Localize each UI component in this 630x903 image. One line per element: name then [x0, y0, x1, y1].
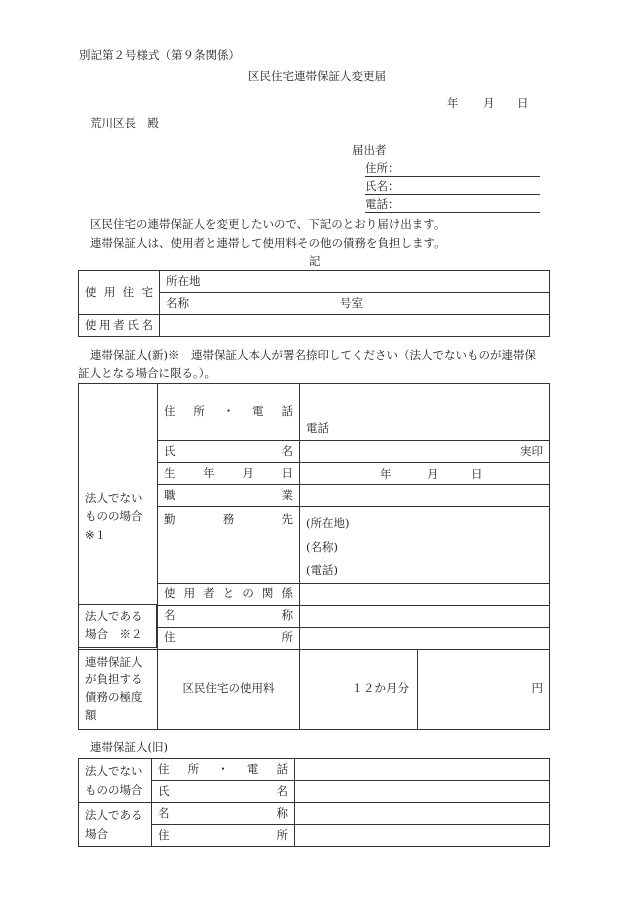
workplace-label-cell: 勤 務 先: [158, 507, 300, 584]
birth-cell[interactable]: [300, 463, 550, 485]
months-cell: １２か月分: [300, 649, 418, 729]
workplace-phone-label: (電話): [306, 563, 338, 578]
workplace-cell[interactable]: [300, 507, 550, 584]
notifier-address-label: 住所：: [365, 161, 400, 175]
notifier-phone-label: 電話：: [365, 197, 400, 211]
job-label-cell: 職 業: [158, 485, 300, 507]
old-address-phone-label-cell: 住 所 ・ 電 話: [152, 759, 295, 781]
intro-text-2: 連帯保証人は、使用者と連帯して使用料その他の債務を負担します。: [90, 236, 446, 250]
housing-location-cell[interactable]: [160, 271, 550, 293]
corp-address-cell[interactable]: [300, 627, 550, 649]
new-guarantor-note: 連帯保証人(新)※ 連帯保証人本人が署名捺印してください（法人でないものが連帯保: [90, 348, 536, 362]
housing-label-cell: 使 用 住 宅: [79, 271, 160, 315]
birth-year-label: 年: [380, 466, 392, 481]
addressee: 荒川区長 殿: [90, 116, 159, 130]
notifier-phone-field[interactable]: [365, 198, 540, 213]
old-guarantor-table: [78, 758, 550, 847]
notifier-name-field[interactable]: [365, 180, 540, 195]
old-corp-label-cell: 法人である 場合: [79, 803, 152, 847]
new-guarantor-table: [78, 383, 550, 730]
new-guarantor-note-2: 証人となる場合に限る。）。: [78, 366, 216, 380]
form-number: 別記第２号様式（第９条関係）: [79, 48, 240, 62]
old-corp-address-cell[interactable]: [295, 825, 550, 847]
housing-room-label: 号室: [340, 295, 363, 310]
page-title: 区民住宅連帯保証人変更届: [248, 69, 386, 83]
birth-label-cell: 生 年 月 日: [158, 463, 300, 485]
date-day-label: 日: [517, 96, 529, 110]
relation-label-cell: 使 用 者 と の 関 係: [158, 583, 300, 605]
housing-location-label: 所在地: [166, 273, 201, 288]
old-name-cell[interactable]: [295, 781, 550, 803]
ki-heading: 記: [309, 254, 321, 268]
workplace-location-label: (所在地): [306, 516, 350, 530]
housing-name-label: 名称: [166, 295, 189, 310]
date-month-label: 月: [483, 96, 495, 110]
old-guarantor-label: 連帯保証人(旧): [90, 740, 168, 754]
workplace-name-label: (名称): [306, 539, 338, 554]
notifier-address-field[interactable]: [365, 162, 540, 177]
address-phone-cell[interactable]: [300, 384, 550, 441]
birth-day-label: 日: [471, 466, 483, 481]
old-individual-label-cell: 法人でない ものの場合: [79, 759, 152, 803]
individual-label-cell: 法人でない ものの場合 ※１: [79, 384, 158, 650]
intro-text-1: 区民住宅の連帯保証人を変更したいので、下記のとおり届け出ます。: [90, 217, 446, 231]
user-name-label-cell: 使 用 者 氏 名: [79, 315, 160, 337]
yen-label: 円: [531, 681, 543, 696]
corp-label-cell: 法人である 場合 ※２: [78, 604, 157, 648]
corp-name-label-cell: 名 称: [158, 605, 300, 627]
old-address-phone-cell[interactable]: [295, 759, 550, 781]
housing-table: [78, 270, 550, 337]
name-cell[interactable]: [300, 441, 550, 463]
housing-name-cell[interactable]: [160, 293, 550, 315]
relation-cell[interactable]: [300, 583, 550, 605]
seal-label: 実印: [520, 443, 543, 458]
corp-address-label-cell: 住 所: [158, 627, 300, 649]
user-name-cell[interactable]: [160, 315, 550, 337]
old-corp-name-cell[interactable]: [295, 803, 550, 825]
limit-label-cell: 連帯保証人 が負担する 債務の極度 額: [79, 649, 158, 729]
old-name-label-cell: 氏 名: [152, 781, 295, 803]
job-cell[interactable]: [300, 485, 550, 507]
corp-name-cell[interactable]: [300, 605, 550, 627]
date-year-label: 年: [447, 96, 459, 110]
rent-label-cell: 区民住宅の使用料: [158, 649, 300, 729]
notifier-name-label: 氏名：: [365, 179, 400, 193]
birth-month-label: 月: [427, 466, 439, 481]
name-label-cell: 氏 名: [158, 441, 300, 463]
notifier-label: 届出者: [352, 143, 387, 157]
phone-label: 電話: [306, 421, 329, 436]
limit-amount-cell[interactable]: [418, 649, 550, 729]
address-phone-label-cell: 住 所 ・ 電 話: [158, 384, 300, 441]
old-corp-name-label-cell: 名 称: [152, 803, 295, 825]
old-corp-address-label-cell: 住 所: [152, 825, 295, 847]
